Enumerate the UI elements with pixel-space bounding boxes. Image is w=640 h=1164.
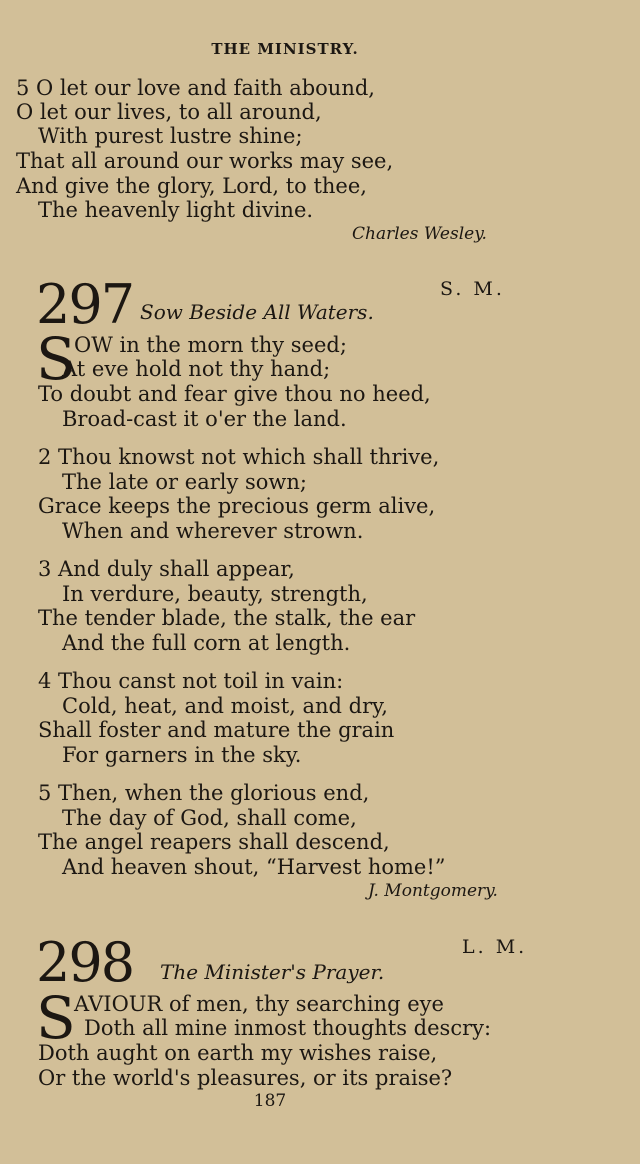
verse-line: AVIOUR of men, thy searching eye [74, 992, 444, 1016]
verse-line: 2 Thou knowst not which shall thrive, [38, 445, 440, 469]
verse-line: That all around our works may see, [16, 149, 394, 173]
verse-line: OW in the morn thy seed; [74, 333, 347, 357]
hymn-title: The Minister's Prayer. [160, 960, 385, 984]
hymn-meter: S. M. [440, 278, 505, 300]
drop-cap: S [36, 325, 76, 393]
verse-line: Broad-cast it o'er the land. [62, 407, 347, 431]
running-head: THE MINISTRY. [211, 40, 359, 58]
verse-line: 5 O let our love and faith abound, [16, 76, 375, 100]
verse-line: O let our lives, to all around, [16, 100, 322, 124]
verse-line: Doth all mine inmost thoughts descry: [84, 1016, 492, 1040]
verse-line: Cold, heat, and moist, and dry, [62, 694, 388, 718]
verse-line: At eve hold not thy hand; [62, 357, 331, 381]
verse-line: The late or early sown; [62, 470, 308, 494]
page-number: 187 [253, 1091, 287, 1111]
verse-line: And heaven shout, “Harvest home!” [62, 855, 446, 879]
verse-line: The day of God, shall come, [62, 806, 357, 830]
verse-line: To doubt and fear give thou no heed, [38, 382, 431, 406]
verse-line: Shall foster and mature the grain [38, 718, 395, 742]
hymn-meter: L. M. [462, 936, 528, 958]
hymn-number: 298 [36, 931, 134, 994]
author-attribution: Charles Wesley. [352, 224, 487, 244]
verse-line: And give the glory, Lord, to thee, [16, 174, 367, 198]
verse-line: And the full corn at length. [62, 631, 351, 655]
verse-line: When and wherever strown. [62, 519, 364, 543]
hymn-number: 297 [36, 273, 134, 336]
verse-line: Grace keeps the precious germ alive, [38, 494, 436, 518]
verse-line: 5 Then, when the glorious end, [38, 781, 370, 805]
verse-line: The tender blade, the stalk, the ear [38, 606, 416, 630]
drop-cap: S [36, 984, 76, 1052]
verse-line: The heavenly light divine. [38, 198, 314, 222]
verse-line: For garners in the sky. [62, 743, 302, 767]
verse-line: 3 And duly shall appear, [38, 557, 295, 581]
verse-line: In verdure, beauty, strength, [62, 582, 368, 606]
verse-line: With purest lustre shine; [38, 124, 303, 148]
verse-line: The angel reapers shall descend, [38, 830, 390, 854]
hymn-title: Sow Beside All Waters. [140, 300, 374, 324]
verse-line: Or the world's pleasures, or its praise? [38, 1066, 453, 1090]
verse-line: 4 Thou canst not toil in vain: [38, 669, 344, 693]
verse-line: Doth aught on earth my wishes raise, [38, 1041, 438, 1065]
author-attribution: J. Montgomery. [368, 881, 498, 901]
